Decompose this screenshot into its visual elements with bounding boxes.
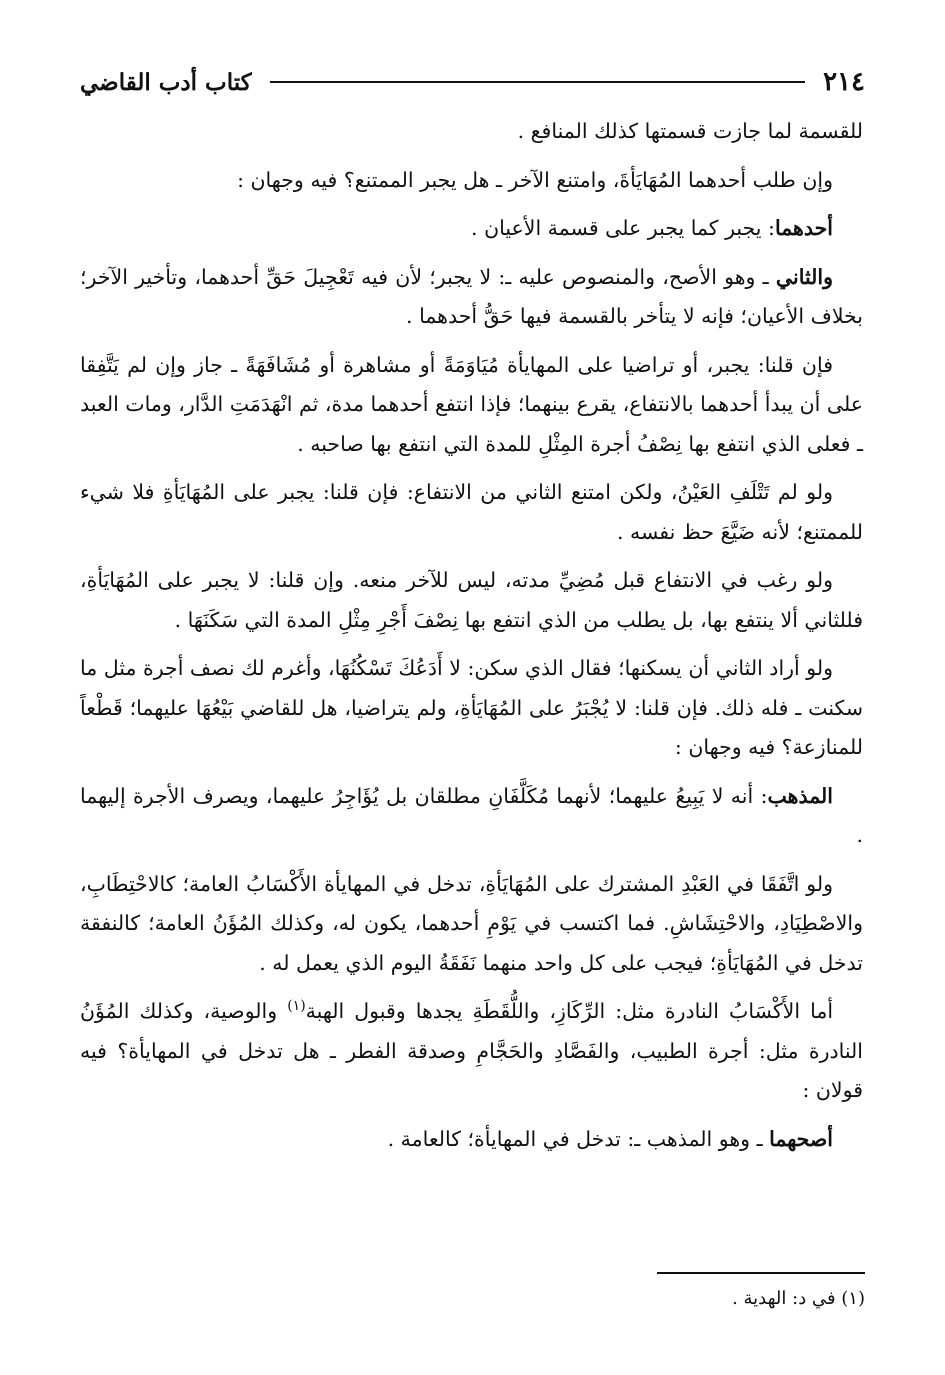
paragraph xyxy=(80,865,863,984)
paragraph-text: ولو رغب في الانتفاع قبل مُضِيِّ مدته، ليس للآخر منعه. وإن قلنا: لا يجبر على المُهَايَأةِ، فللثاني ألا ينتفع بها، بل يطلب من الذي انتفع بها نِصْفَ أَجْرِ مِثْلِ المدة التي سَكَنَهَا . xyxy=(80,568,863,632)
footnote: (١) في د: الهدية . xyxy=(732,1288,865,1309)
paragraph xyxy=(80,209,863,249)
paragraph-text: ولو أراد الثاني أن يسكنها؛ فقال الذي سكن: لا أَدَعُكَ تَسْكُنُهَا، وأغرم لك نصف أجرة مثل ما سكنت ـ فله ذلك. فإن قلنا: لا يُجْبَرُ على المُهَايَأةِ، ولم يتراضيا، هل للقاضي بَيْعُهَا عليهما؛ قَطْعاً للمنازعة؟ فيه وجهان : xyxy=(80,656,863,759)
paragraph-text: للقسمة لما جازت قسمتها كذلك المنافع . xyxy=(517,119,863,143)
page-header xyxy=(80,64,865,100)
paragraph-lead: والثاني xyxy=(775,264,833,289)
paragraph xyxy=(80,346,863,465)
paragraph-text: : يجبر كما يجبر على قسمة الأعيان . xyxy=(471,216,775,240)
paragraph-lead: المذهب xyxy=(767,783,833,808)
paragraph-text: ولو اتَّفَقَا في العَبْدِ المشترك على المُهَايَأةِ، تدخل في المهايأة الأَكْسَابُ العامة؛ كالاحْتِطَابِ، والاصْطِيَادِ، والاحْتِشَاشِ. فما اكتسب في يَوْمِ أحدهما، يكون له، وكذلك المُؤَنُ العامة؛ كالنفقة تدخل في المُهَايَأةِ؛ فيجب على كل واحد منهما نَفَقَةُ اليوم الذي يعمل له . xyxy=(80,871,863,975)
paragraph xyxy=(80,649,863,768)
paragraph xyxy=(80,473,863,552)
paragraph xyxy=(80,1120,863,1160)
paragraph-text: وإن طلب أحدهما المُهَايَأةَ، وامتنع الآخر ـ هل يجبر الممتنع؟ فيه وجهان : xyxy=(237,167,833,192)
running-title: كتاب أدب القاضي xyxy=(80,68,252,96)
paragraph xyxy=(80,777,863,856)
footnote-separator xyxy=(657,1272,865,1274)
paragraph xyxy=(80,161,863,201)
paragraph-text: ولو لم تَتْلَفِ العَيْنُ، ولكن امتنع الثاني من الانتفاع: فإن قلنا: يجبر على المُهَايَأةِ فلا شيء للممتنع؛ لأنه ضَيَّعَ حظ نفسه . xyxy=(80,480,863,544)
paragraph-text: ـ وهو الأصح، والمنصوص عليه ـ: لا يجبر؛ لأن فيه تَعْجِيلَ حَقِّ أحدهما، وتأخير الآخر؛ بخلاف الأعيان؛ فإنه لا يتأخر بالقسمة فيها حَقُّ أحدهما . xyxy=(80,264,863,328)
paragraph xyxy=(80,112,863,152)
page-number: ٢١٤ xyxy=(823,67,865,97)
paragraph-lead: أحدهما xyxy=(774,216,833,240)
paragraph-text: : أنه لا يَبِيعُ عليهما؛ لأنهما مُكَلَّفَانِ مطلقان بل يُؤَاجِرُ عليهما، ويصرف الأجرة إليهما . xyxy=(80,783,863,847)
paragraph xyxy=(80,258,863,337)
footnote-marker: (١) xyxy=(287,998,306,1015)
paragraph xyxy=(80,992,863,1111)
body-text xyxy=(80,112,863,1168)
paragraph-text: والوصية، وكذلك المُؤَنُ النادرة مثل: أجرة الطبيب، والفَصَّادِ والحَجَّامِ وصدقة الفطر ـ هل تدخل في المهايأة؟ فيه قولان : xyxy=(80,999,863,1102)
paragraph-lead: أصحهما xyxy=(769,1126,833,1151)
header-rule xyxy=(270,81,806,83)
paragraph-text: فإن قلنا: يجبر، أو تراضيا على المهايأة مُيَاوَمَةً أو مشاهرة أو مُشَافَهَةً ـ جاز وإن لم يَتَّفِقا على أن يبدأ أحدهما بالانتفاع، يقرع بينهما؛ فإذا انتفع أحدهما مدة، ثم انْهَدَمَتِ الدَّار، ومات العبد ـ فعلى الذي انتفع بها نِصْفُ أجرة المِثْلِ للمدة التي انتفع بها صاحبه . xyxy=(80,352,863,456)
paragraph xyxy=(80,561,863,640)
paragraph-text: ـ وهو المذهب ـ: تدخل في المهايأة؛ كالعامة . xyxy=(387,1126,770,1151)
paragraph-text: أما الأَكْسَابُ النادرة مثل: الرِّكَازِ، واللُّقَطَةِ يجدها وقبول الهبة xyxy=(305,999,834,1023)
